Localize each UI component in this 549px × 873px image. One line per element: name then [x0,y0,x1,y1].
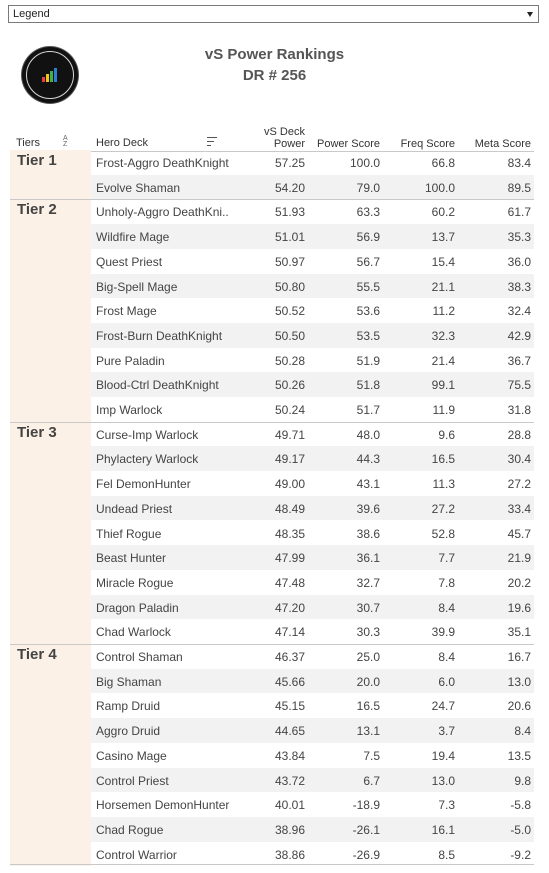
power-score: 100.0 [349,156,380,170]
deck-name: Aggro Druid [96,724,161,739]
power-score: 7.5 [363,748,380,763]
deck-name: Control Shaman [96,650,183,664]
power-score: 32.7 [356,575,380,590]
deck-power: 47.48 [274,575,305,590]
meta-score: 35.3 [507,230,531,245]
power-score: -26.9 [352,847,380,862]
deck-power: 50.24 [274,403,305,417]
freq-score: 9.6 [438,427,455,442]
deck-power: 38.96 [274,822,305,837]
deck-power: 50.52 [274,304,305,319]
meta-score: 19.6 [507,600,531,615]
deck-power: 50.26 [274,378,305,393]
deck-name: Pure Paladin [96,353,165,368]
deck-name: Thief Rogue [96,526,162,541]
power-score: -26.1 [352,822,380,837]
deck-name: Phylactery Warlock [96,452,199,467]
deck-name: Big-Spell Mage [96,279,178,294]
deck-name: Curse-Imp Warlock [96,427,199,442]
table-row[interactable] [91,842,534,867]
power-score: 53.6 [356,304,380,319]
table-row[interactable] [91,446,534,471]
deck-name: Dragon Paladin [96,600,179,615]
legend-label: Legend [13,8,50,20]
freq-score: 8.4 [438,600,455,615]
power-score: 44.3 [356,452,380,467]
freq-score: 6.0 [438,674,455,689]
meta-score: 9.8 [514,773,531,788]
deck-power: 40.01 [274,798,305,813]
power-score: 36.1 [356,551,380,566]
deck-name: Frost-Burn DeathKnight [96,328,223,343]
deck-power: 50.97 [274,254,305,269]
table-row[interactable] [91,669,534,694]
deck-power: 43.72 [274,773,305,788]
deck-name: Frost-Aggro DeathKnight [96,156,229,170]
freq-score: 13.0 [431,773,455,788]
freq-score: 3.7 [438,724,455,739]
deck-power: 49.17 [274,452,305,467]
power-score: 20.0 [356,674,380,689]
deck-name: Ramp Druid [96,699,161,714]
table-bottom-border [10,864,534,865]
deck-name: Chad Rogue [96,822,164,837]
table-row[interactable] [91,274,534,299]
freq-score: 32.3 [431,328,455,343]
meta-score: -5.8 [510,798,531,813]
table-row[interactable] [91,298,534,323]
deck-name: Fel DemonHunter [96,477,191,492]
table-row[interactable] [91,545,534,570]
tier-label: Tier 4 [17,646,57,663]
column-header-meta-score[interactable]: Meta Score [474,138,531,150]
column-header-tiers[interactable]: Tiers [16,137,41,149]
deck-name: Evolve Shaman [96,180,181,195]
column-header-power-line1[interactable]: vS Deck [264,126,305,138]
tier-label: Tier 2 [17,201,57,219]
table-row[interactable] [91,471,534,496]
power-score: 79.0 [356,180,380,195]
freq-score: 16.1 [431,822,455,837]
freq-score: 21.4 [431,353,455,368]
freq-score: 15.4 [431,254,455,269]
deck-name: Undead Priest [96,501,173,516]
power-score: 53.5 [356,328,380,343]
meta-score: 27.2 [507,477,531,492]
tier-group-bg [10,644,91,866]
table-row[interactable] [91,397,534,422]
meta-score: 13.0 [507,674,531,689]
power-score: 6.7 [363,773,380,788]
freq-score: 11.9 [432,403,455,417]
power-score: 56.9 [356,230,380,245]
power-score: 48.0 [356,427,380,442]
deck-name: Unholy-Aggro DeathKni.. [96,205,229,220]
table-row[interactable] [91,792,534,817]
tier-group-bg [10,199,91,421]
deck-name: Control Priest [96,773,169,788]
meta-score: 45.7 [507,526,531,541]
table-row[interactable] [91,150,534,175]
meta-score: -5.0 [510,822,531,837]
power-score: 38.6 [356,526,380,541]
table-row[interactable] [91,644,534,669]
power-score: 51.8 [356,378,380,393]
freq-score: 7.3 [438,798,455,813]
power-score: 51.9 [356,353,380,368]
power-score: 39.6 [356,501,380,516]
meta-score: 20.2 [507,575,531,590]
freq-score: 13.7 [431,230,455,245]
meta-score: 28.8 [507,427,531,442]
freq-score: 7.7 [438,551,455,566]
table-row[interactable] [91,570,534,595]
deck-power: 49.71 [274,427,305,442]
deck-name: Chad Warlock [96,625,171,640]
meta-score: 33.4 [507,501,531,516]
table-row[interactable] [91,718,534,743]
meta-score: 13.5 [507,748,531,763]
power-score: 13.1 [356,724,380,739]
power-score: 51.7 [356,403,380,417]
deck-name: Beast Hunter [96,551,167,566]
table-row[interactable] [91,224,534,249]
meta-score: -9.2 [510,847,531,862]
table-row[interactable] [91,817,534,842]
meta-score: 38.3 [507,279,531,294]
table-row[interactable] [91,693,534,718]
meta-score: 31.8 [507,403,531,417]
deck-name: Control Warrior [96,847,177,862]
table-row[interactable] [91,619,534,644]
freq-score: 60.2 [431,205,455,220]
deck-name: Big Shaman [96,674,162,689]
deck-power: 50.50 [274,328,305,343]
power-score: 16.5 [356,699,380,714]
sort-descending-icon[interactable] [207,137,217,146]
deck-power: 47.20 [274,600,305,615]
tier-divider [10,422,534,423]
column-header-power-score[interactable]: Power Score [317,138,380,150]
tier-label: Tier 3 [17,423,57,441]
meta-score: 75.5 [507,378,531,393]
deck-power: 50.28 [274,353,305,368]
table-row[interactable] [91,521,534,546]
table-row[interactable] [91,199,534,224]
meta-score: 35.1 [507,625,531,640]
deck-name: Frost Mage [96,304,157,319]
deck-power: 44.65 [274,724,305,739]
power-score: 30.7 [356,600,380,615]
deck-name: Horsemen DemonHunter [96,798,230,813]
power-score: -18.9 [352,798,380,813]
meta-score: 20.6 [507,699,531,714]
deck-power: 51.01 [274,230,305,245]
meta-score: 36.7 [507,353,531,368]
meta-score: 30.4 [507,452,531,467]
power-score: 56.7 [356,254,380,269]
freq-score: 16.5 [431,452,455,467]
freq-score: 27.2 [431,501,455,516]
freq-score: 66.8 [431,156,455,170]
tier-divider [10,199,534,200]
meta-score: 36.0 [507,254,531,269]
deck-power: 48.35 [274,526,305,541]
meta-score: 89.5 [507,180,531,195]
tier-group-bg [10,422,91,644]
freq-score: 11.3 [432,477,455,492]
deck-power: 50.80 [274,279,305,294]
sort-az-icon[interactable]: A Z [63,135,68,148]
power-score: 25.0 [356,650,380,664]
power-score: 30.3 [356,625,380,640]
table-row[interactable] [91,175,534,200]
deck-power: 47.14 [274,625,305,640]
freq-score: 7.8 [438,575,455,590]
deck-power: 49.00 [274,477,305,492]
freq-score: 8.4 [438,650,455,664]
column-header-hero-deck[interactable]: Hero Deck [96,137,148,149]
deck-name: Blood-Ctrl DeathKnight [96,378,219,393]
meta-score: 32.4 [507,304,531,319]
deck-power: 54.20 [274,180,305,195]
meta-score: 16.7 [507,650,531,664]
page-subtitle: DR # 256 [242,67,307,84]
meta-score: 8.4 [514,724,531,739]
deck-power: 51.93 [274,205,305,220]
deck-power: 46.37 [274,650,305,664]
deck-name: Casino Mage [96,748,167,763]
table-row[interactable] [91,595,534,620]
column-header-power-line2[interactable]: Power [273,138,305,150]
power-score: 43.1 [356,477,380,492]
power-score: 63.3 [356,205,380,220]
deck-power: 45.66 [274,674,305,689]
table-row[interactable] [91,422,534,447]
chevron-down-icon[interactable] [527,12,533,17]
table-row[interactable] [91,496,534,521]
freq-score: 11.2 [432,304,455,319]
deck-name: Imp Warlock [96,403,163,417]
table-row[interactable] [91,249,534,274]
table-row[interactable] [91,348,534,373]
deck-power: 57.25 [274,156,305,170]
deck-power: 47.99 [274,551,305,566]
freq-score: 99.1 [431,378,455,393]
deck-power: 45.15 [274,699,305,714]
freq-score: 8.5 [438,847,455,862]
freq-score: 52.8 [431,526,455,541]
deck-power: 43.84 [274,748,305,763]
tier-divider [10,644,534,645]
freq-score: 100.0 [424,180,455,195]
freq-score: 19.4 [431,748,455,763]
table-row[interactable] [91,323,534,348]
table-row[interactable] [91,768,534,793]
tier-label: Tier 1 [17,152,57,169]
freq-score: 24.7 [431,699,455,714]
deck-power: 48.49 [274,501,305,516]
table-row[interactable] [91,372,534,397]
meta-score: 21.9 [507,551,531,566]
legend-dropdown[interactable] [8,5,539,23]
page-title: vS Power Rankings [204,46,345,63]
deck-power: 38.86 [274,847,305,862]
table-row[interactable] [91,743,534,768]
column-header-freq-score[interactable]: Freq Score [400,138,455,150]
freq-score: 39.9 [431,625,455,640]
meta-score: 83.4 [507,156,531,170]
deck-name: Miracle Rogue [96,575,174,590]
deck-name: Wildfire Mage [96,230,170,245]
freq-score: 21.1 [431,279,455,294]
meta-score: 42.9 [507,328,531,343]
deck-name: Quest Priest [96,254,163,269]
meta-score: 61.7 [507,205,531,220]
power-score: 55.5 [356,279,380,294]
